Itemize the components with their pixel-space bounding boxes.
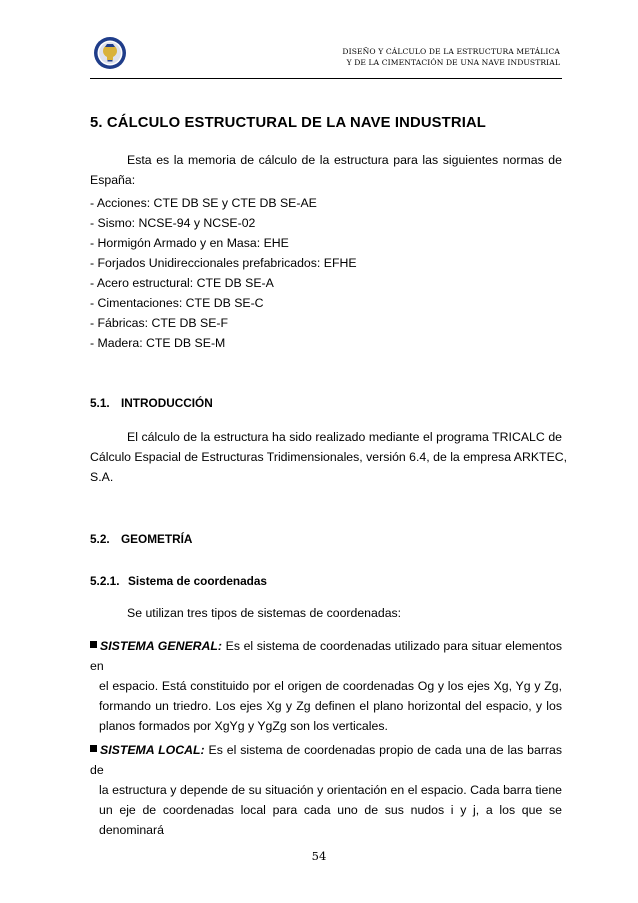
header-title [342, 46, 560, 68]
norm-item: - Madera: CTE DB SE-M [90, 336, 226, 350]
coordinate-systems-intro: Se utilizan tres tipos de sistemas de coordenadas: [127, 606, 402, 620]
section-title: INTRODUCCIÓN [121, 396, 213, 410]
bullet-line: un eje de coordenadas local para cada uno de sus nudos i y j, a los que se denominará [99, 803, 562, 837]
section-title: Sistema de coordenadas [128, 574, 267, 588]
section-5-1-heading [90, 393, 213, 413]
bullet-line: el espacio. Está constituido por el origen de coordenadas Og y los ejes Xg, Yg y Zg, [99, 679, 562, 693]
header-line-1: DISEÑO Y CÁLCULO DE LA ESTRUCTURA METÁLICA [342, 47, 560, 56]
intro-text-line-1: El cálculo de la estructura ha sido realizado mediante el programa TRICALC de [127, 430, 562, 444]
norm-item: - Cimentaciones: CTE DB SE-C [90, 296, 264, 310]
bullet-term: SISTEMA GENERAL: [100, 639, 223, 653]
bullet-sistema-general [90, 636, 562, 736]
section-5-heading: 5. CÁLCULO ESTRUCTURAL DE LA NAVE INDUSTRIAL [90, 115, 486, 131]
section-5-2-1-heading [90, 571, 267, 591]
section-number: 5.2.1. [90, 574, 120, 588]
header-line-2: Y DE LA CIMENTACIÓN DE UNA NAVE INDUSTRIAL [346, 58, 560, 67]
norm-item: - Acciones: CTE DB SE y CTE DB SE-AE [90, 196, 317, 210]
bullet-term: SISTEMA LOCAL: [100, 743, 205, 757]
intro-line-1: Esta es la memoria de cálculo de la estructura para las siguientes normas de [127, 153, 562, 167]
intro-line-2: España: [90, 173, 136, 187]
bullet-line: planos formados por XgYg y YgZg son los verticales. [99, 719, 388, 733]
square-bullet-icon [90, 745, 97, 752]
bullet-line [90, 636, 562, 676]
norm-item: - Forjados Unidireccionales prefabricados: EFHE [90, 256, 357, 270]
bullet-line: la estructura y depende de su situación y orientación en el espacio. Cada barra tiene [99, 783, 562, 797]
section-number: 5.1. [90, 396, 110, 410]
university-seal-icon [93, 36, 127, 70]
section-5-2-heading [90, 529, 192, 549]
bullet-sistema-local [90, 740, 562, 840]
norm-item: - Hormigón Armado y en Masa: EHE [90, 236, 289, 250]
bullet-text: Es el sistema de coordenadas propio de cada una de las barras de [90, 743, 562, 777]
section-5-intro [90, 150, 562, 190]
page-header [90, 30, 562, 79]
square-bullet-icon [90, 641, 97, 648]
norms-list [90, 193, 357, 353]
section-title: GEOMETRÍA [121, 532, 193, 546]
intro-text-line-2: Cálculo Espacial de Estructuras Tridimensionales, versión 6.4, de la empresa ARKTEC, [90, 450, 568, 464]
bullet-text: Es el sistema de coordenadas utilizado para situar elementos en [90, 639, 562, 673]
norm-item: - Acero estructural: CTE DB SE-A [90, 276, 274, 290]
intro-text-line-3: S.A. [90, 470, 114, 484]
bullet-line: formando un triedro. Los ejes Xg y Zg definen el plano horizontal del espacio, y los [99, 699, 562, 713]
norm-item: - Sismo: NCSE-94 y NCSE-02 [90, 216, 256, 230]
bullet-line [90, 740, 562, 780]
page-number: 54 [311, 849, 327, 863]
section-number: 5.2. [90, 532, 110, 546]
norm-item: - Fábricas: CTE DB SE-F [90, 316, 229, 330]
section-5-1-body [90, 427, 568, 487]
